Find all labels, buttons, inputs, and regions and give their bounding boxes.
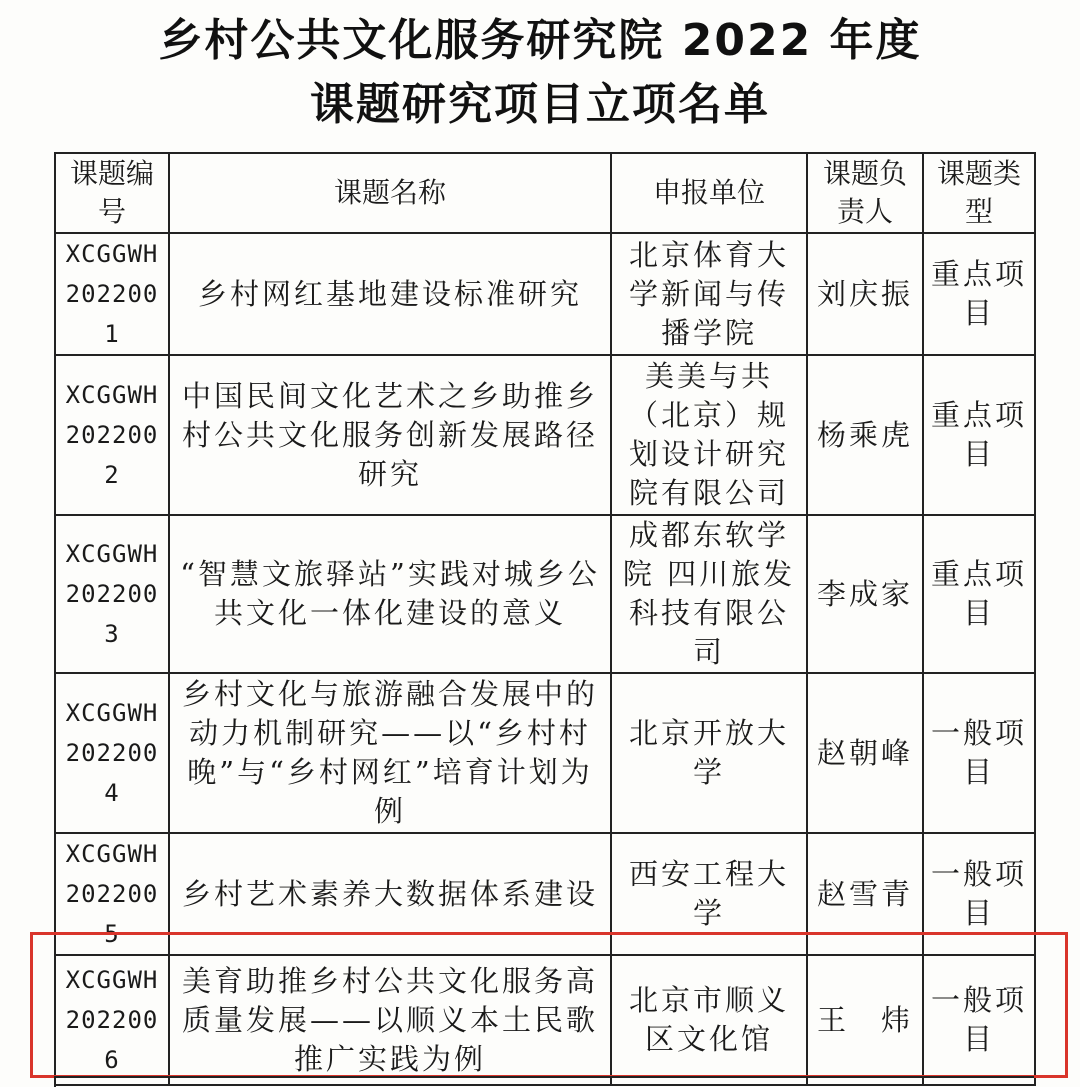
table-row: [55, 233, 1035, 355]
document-title-line-2: 课题研究项目立项名单: [310, 79, 770, 130]
project-type: 重点项目: [923, 355, 1035, 515]
project-name: 中国民间文化艺术之乡助推乡村公共文化服务创新发展路径研究: [169, 355, 611, 515]
header-name: 课题名称: [169, 153, 611, 233]
project-type: 一般项目: [923, 673, 1035, 833]
project-name: 乡村文化与旅游融合发展中的动力机制研究——以“乡村村晚”与“乡村网红”培育计划为例: [169, 673, 611, 833]
project-lead: 赵雪青: [807, 833, 923, 955]
applicant-org: 北京开放大学: [611, 673, 807, 833]
header-lead: 课题负责人: [807, 153, 923, 233]
project-name: 乡村艺术素养大数据体系建设: [169, 833, 611, 955]
header-kind: 课题类型: [923, 153, 1035, 233]
project-type: 一般项目: [923, 833, 1035, 955]
applicant-org: 西安工程大学: [611, 833, 807, 955]
table-row-highlighted: [55, 955, 1035, 1085]
project-code: XCGGWH2022001: [55, 233, 169, 355]
table-row: [55, 833, 1035, 955]
project-lead: 王 炜: [807, 955, 923, 1085]
applicant-org: 北京体育大学新闻与传播学院: [611, 233, 807, 355]
project-type: 重点项目: [923, 515, 1035, 673]
project-lead: 赵朝峰: [807, 673, 923, 833]
project-name: 乡村网红基地建设标准研究: [169, 233, 611, 355]
project-name: 美育助推乡村公共文化服务高质量发展——以顺义本土民歌推广实践为例: [169, 955, 611, 1085]
project-name: “智慧文旅驿站”实践对城乡公共文化一体化建设的意义: [169, 515, 611, 673]
cut-off-row: [54, 1076, 1034, 1087]
document-title-line-1: 乡村公共文化服务研究院 2022 年度: [158, 15, 922, 66]
project-code: XCGGWH2022002: [55, 355, 169, 515]
applicant-org: 美美与共（北京）规划设计研究院有限公司: [611, 355, 807, 515]
project-type: 重点项目: [923, 233, 1035, 355]
project-type: 一般项目: [923, 955, 1035, 1085]
project-code: XCGGWH2022003: [55, 515, 169, 673]
table-header-row: [55, 153, 1035, 233]
table-row: [55, 355, 1035, 515]
project-lead: 李成家: [807, 515, 923, 673]
project-code: XCGGWH2022005: [55, 833, 169, 955]
applicant-org: 成都东软学院 四川旅发科技有限公司: [611, 515, 807, 673]
applicant-org: 北京市顺义区文化馆: [611, 955, 807, 1085]
header-org: 申报单位: [611, 153, 807, 233]
project-lead: 杨乘虎: [807, 355, 923, 515]
table-row: [55, 515, 1035, 673]
header-code: 课题编号: [55, 153, 169, 233]
table-row: [55, 673, 1035, 833]
project-list-table: [54, 152, 1036, 1086]
project-code: XCGGWH2022006: [55, 955, 169, 1085]
project-lead: 刘庆振: [807, 233, 923, 355]
project-code: XCGGWH2022004: [55, 673, 169, 833]
